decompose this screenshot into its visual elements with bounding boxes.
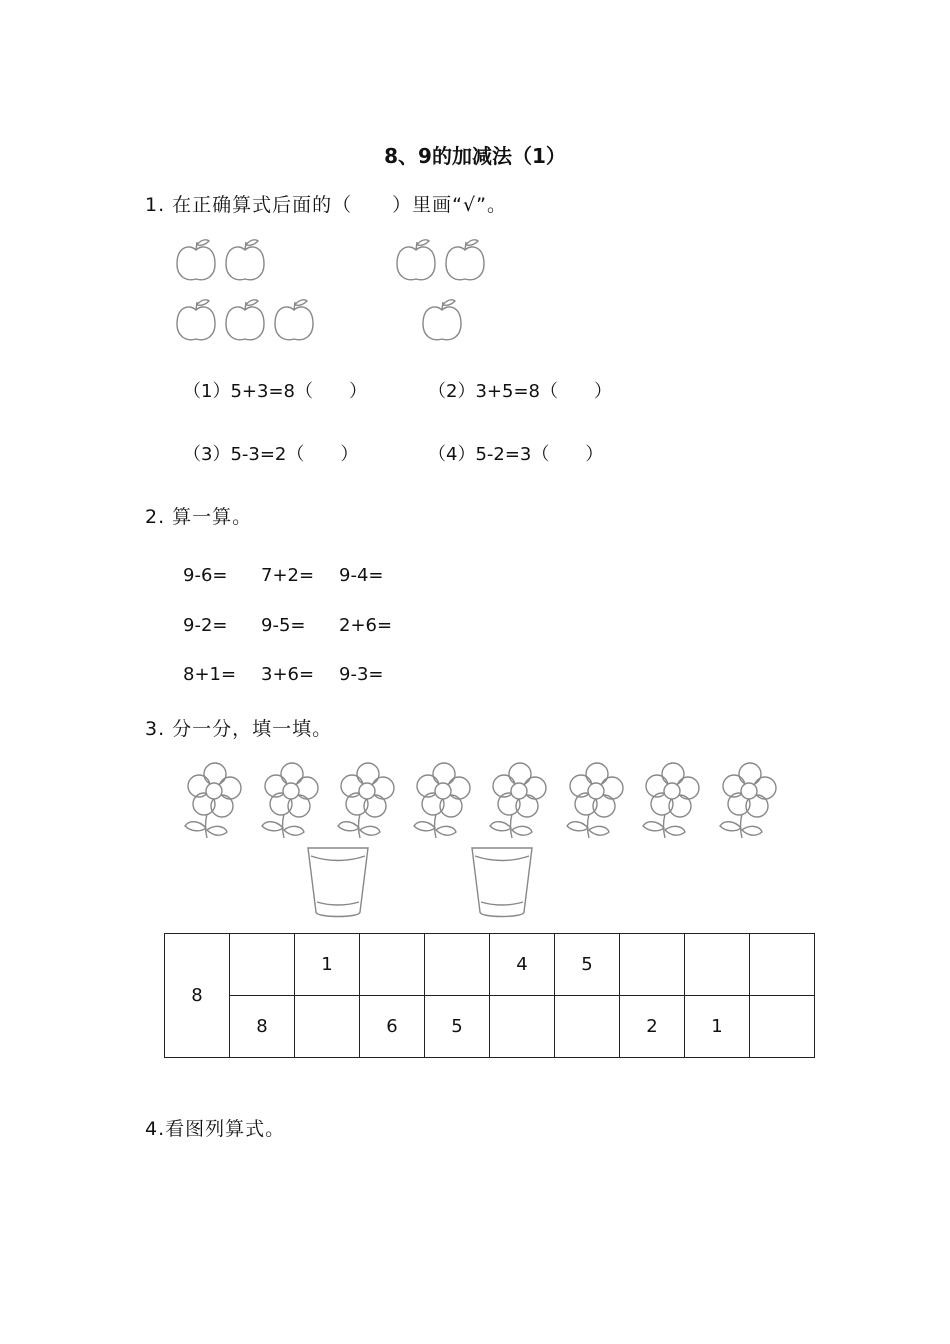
split-top-cell[interactable] [230,934,295,996]
split-bottom-cell[interactable]: 6 [360,996,425,1058]
q2-prompt: 2. 算一算。 [145,506,253,528]
split-top-cell[interactable]: 5 [555,934,620,996]
calc-item: 9-3= [339,664,384,685]
flower-icon [720,763,776,838]
apple-icon [275,300,313,340]
apple-icon [226,300,264,340]
q1-option-3: （3）5-3=2（ ） [183,444,359,465]
split-bottom-cell[interactable]: 8 [230,996,295,1058]
calc-item: 9-6= [183,565,228,586]
split-top-cell[interactable]: 4 [490,934,555,996]
split-top-cell[interactable] [360,934,425,996]
apple-icon [423,300,461,340]
apples-illustration [170,230,500,345]
apple-icon [226,240,264,280]
split-total: 8 [165,934,230,1058]
flower-icon [185,763,241,838]
page-title: 8、9的加减法（1） [384,144,566,168]
q1-option-4: （4）5-2=3（ ） [428,444,604,465]
q1-option-2: （2）3+5=8（ ） [428,381,612,402]
cup-icon [472,848,532,917]
flower-icon [414,763,470,838]
flower-icon [490,763,546,838]
calc-item: 7+2= [261,565,315,586]
split-top-cell[interactable] [685,934,750,996]
apple-icon [446,240,484,280]
split-bottom-cell[interactable] [750,996,815,1058]
flower-icon [567,763,623,838]
q4-prompt: 4.看图列算式。 [145,1118,286,1140]
split-top-cell[interactable] [750,934,815,996]
calc-item: 9-5= [261,615,306,636]
split-bottom-cell[interactable]: 5 [425,996,490,1058]
calc-item: 2+6= [339,615,393,636]
split-bottom-cell[interactable] [295,996,360,1058]
q1-prompt: 1. 在正确算式后面的（ ）里画“√”。 [145,194,507,216]
apple-icon [177,300,215,340]
split-top-cell[interactable]: 1 [295,934,360,996]
flower-icon [338,763,394,838]
calc-item: 9-4= [339,565,384,586]
split-bottom-cell[interactable] [555,996,620,1058]
flower-icon [262,763,318,838]
calc-item: 9-2= [183,615,228,636]
flowers-and-cups-illustration [170,760,790,920]
flower-icon [643,763,699,838]
split-bottom-cell[interactable]: 2 [620,996,685,1058]
calc-item: 8+1= [183,664,237,685]
split-top-cell[interactable] [620,934,685,996]
split-top-cell[interactable] [425,934,490,996]
split-table [164,933,815,1058]
cup-icon [308,848,368,917]
q1-option-1: （1）5+3=8（ ） [183,381,367,402]
calc-item: 3+6= [261,664,315,685]
split-bottom-cell[interactable] [490,996,555,1058]
q3-prompt: 3. 分一分，填一填。 [145,718,333,740]
apple-icon [177,240,215,280]
split-bottom-cell[interactable]: 1 [685,996,750,1058]
apple-icon [397,240,435,280]
